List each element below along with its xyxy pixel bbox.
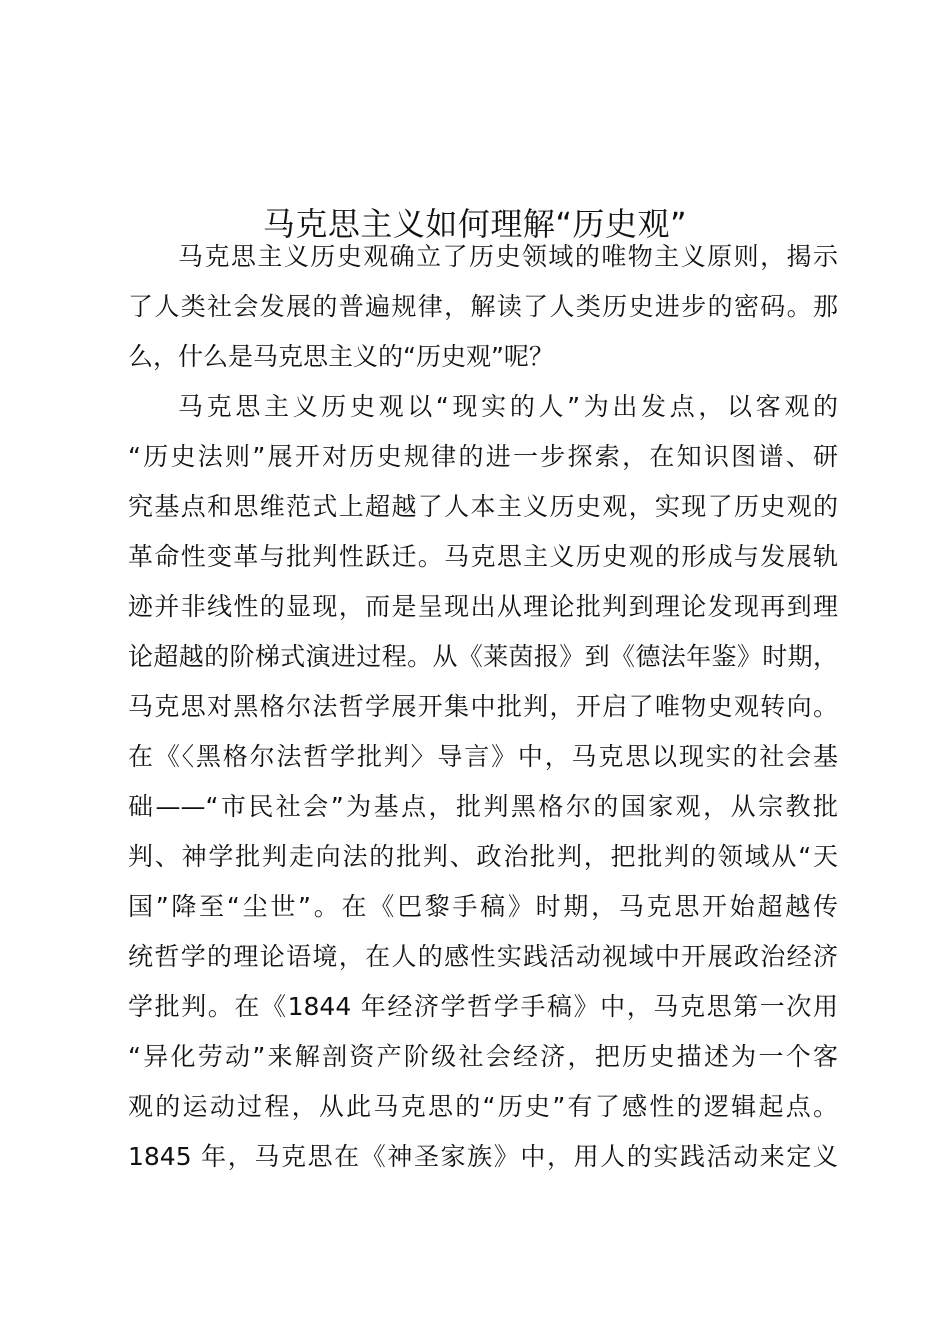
text-line: 统哲学的理论语境，在人的感性实践活动视域中开展政治经济	[128, 942, 838, 971]
paragraph-1	[128, 232, 838, 382]
text-line: 革命性变革与批判性跃迁。马克思主义历史观的形成与发展轨	[128, 542, 838, 571]
text-line: 学批判。在《1844 年经济学哲学手稿》中，马克思第一次用	[128, 992, 838, 1021]
text-line: 在《〈黑格尔法哲学批判〉导言》中，马克思以现实的社会基	[128, 742, 838, 771]
text-line: 观的运动过程，从此马克思的“历史”有了感性的逻辑起点。	[128, 1092, 838, 1121]
paragraph-2	[128, 382, 838, 1182]
text-line: 论超越的阶梯式演进过程。从《莱茵报》到《德法年鉴》时期，	[128, 642, 838, 671]
text-line: 了人类社会发展的普遍规律，解读了人类历史进步的密码。那	[128, 292, 838, 321]
text-line: 究基点和思维范式上超越了人本主义历史观，实现了历史观的	[128, 492, 838, 521]
text-line: 础——“市民社会”为基点，批判黑格尔的国家观，从宗教批	[128, 792, 838, 821]
document-title: 马克思主义如何理解“历史观”	[262, 205, 688, 244]
document-body	[128, 232, 838, 1182]
text-line: “异化劳动”来解剖资产阶级社会经济，把历史描述为一个客	[128, 1042, 838, 1071]
text-line: 马克思对黑格尔法哲学展开集中批判，开启了唯物史观转向。	[128, 692, 838, 721]
text-line: 马克思主义历史观确立了历史领域的唯物主义原则，揭示	[178, 242, 838, 271]
text-line: “历史法则”展开对历史规律的进一步探索，在知识图谱、研	[128, 442, 838, 471]
text-line: 么，什么是马克思主义的“历史观”呢？	[128, 342, 554, 371]
text-line: 1845 年，马克思在《神圣家族》中，用人的实践活动来定义	[128, 1142, 838, 1171]
text-line: 国”降至“尘世”。在《巴黎手稿》时期，马克思开始超越传	[128, 892, 838, 921]
text-line: 判、神学批判走向法的批判、政治批判，把批判的领域从“天	[128, 842, 838, 871]
text-line: 迹并非线性的显现，而是呈现出从理论批判到理论发现再到理	[128, 592, 838, 621]
text-line: 马克思主义历史观以“现实的人”为出发点，以客观的	[178, 392, 838, 421]
